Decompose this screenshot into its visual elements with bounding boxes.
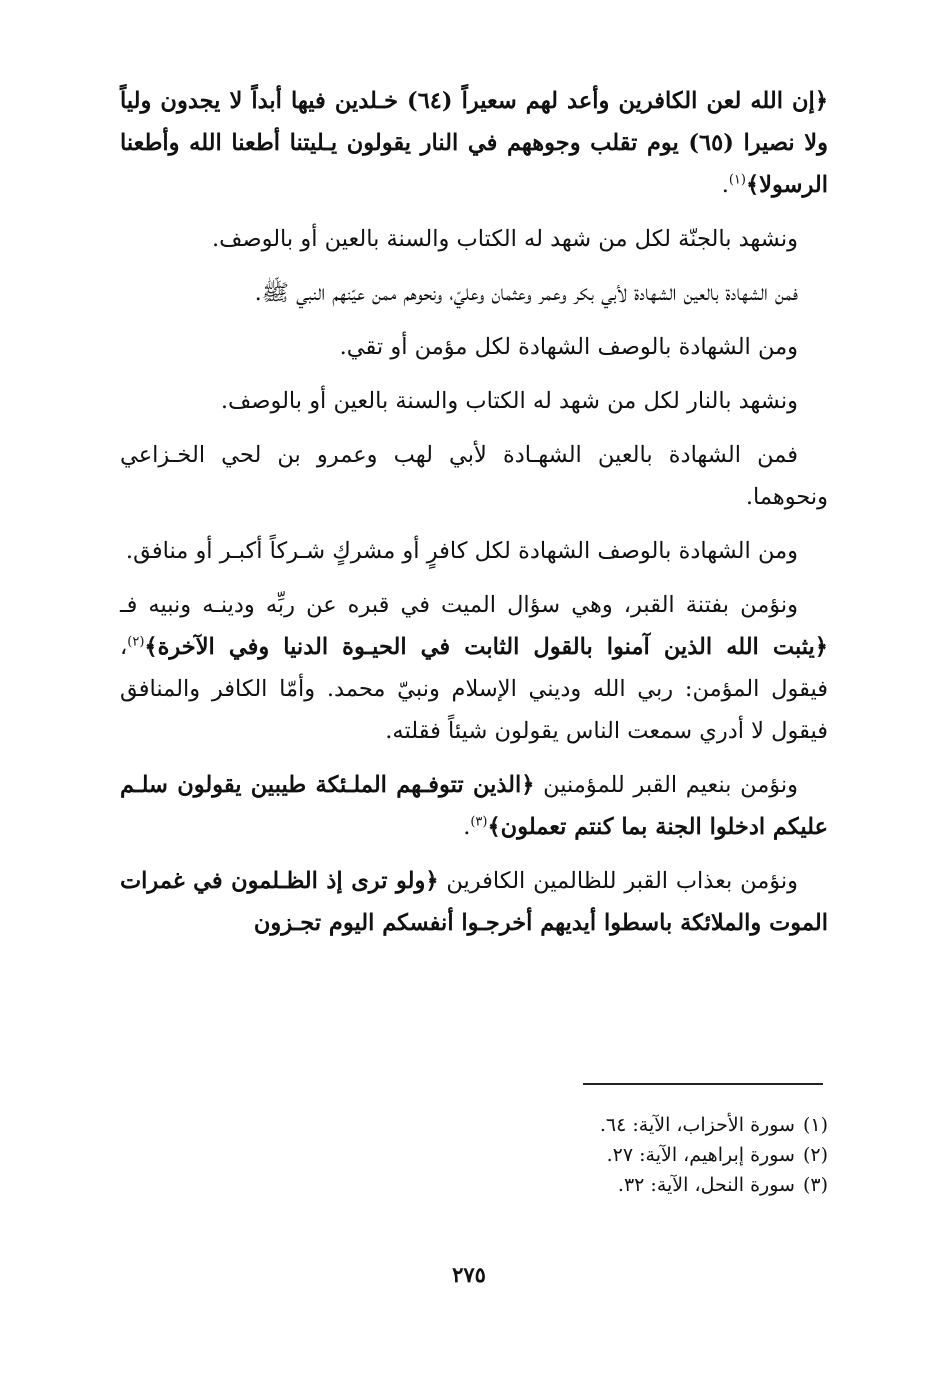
paragraph xyxy=(120,530,828,572)
footnote-text: سورة النحل، الآية: ٣٢. xyxy=(617,1174,795,1196)
paragraph xyxy=(120,272,828,314)
footnote-reference: (٣) xyxy=(470,814,488,830)
paragraph-text: ونشهد بالجنّة لكل من شهد له الكتاب والسنة بالعين أو بالوصف. xyxy=(212,226,798,252)
footnote-reference: (٢) xyxy=(127,634,145,650)
footnote-number: (١) xyxy=(802,1114,828,1136)
paragraph-text: ونشهد بالنار لكل من شهد له الكتاب والسنة بالعين أو بالوصف. xyxy=(220,388,798,414)
quran-quote: ﴿ولو ترى إذ الظـلمون في غمرات الموت والملائكة باسطوا أيديهم أخرجـوا أنفسكم اليوم تجـزون xyxy=(120,868,828,936)
paragraph xyxy=(120,326,828,368)
footnote-separator xyxy=(583,1083,823,1085)
paragraph-text: ومن الشهادة بالوصف الشهادة لكل مؤمن أو تقي. xyxy=(339,334,798,360)
paragraph-text: فمن الشهادة بالعين الشهـادة لأبي لهب وعمرو بن لحي الخـزاعي ونحوهما. xyxy=(120,442,828,510)
paragraph xyxy=(120,380,828,422)
paragraph-text: ونؤمن بفتنة القبر، وهي سؤال الميت في قبره عن ربِّه ودينـه ونبيه فـ xyxy=(120,592,798,618)
footnote-number: (٢) xyxy=(802,1144,828,1166)
paragraph-text: ونؤمن بنعيم القبر للمؤمنين xyxy=(534,772,799,798)
paragraph xyxy=(120,860,828,944)
footnotes xyxy=(120,1110,828,1200)
paragraph xyxy=(120,80,828,206)
footnote-text: سورة إبراهيم، الآية: ٢٧. xyxy=(606,1144,795,1166)
paragraph-text: ، فيقول المؤمن: ربي الله وديني الإسلام ونبيّ محمد. وأمّا الكافر والمنافق فيقول لا أدري سمعت الناس يقولون شيئاً فقلته. xyxy=(120,634,828,744)
footnote-number: (٣) xyxy=(802,1174,828,1196)
quran-quote: ﴿إن الله لعن الكافرين وأعد لهم سعيراً (٦٤) خـلدين فيها أبداً لا يجدون ولياً ولا نصيرا (٦٥) يوم تقلب وجوههم في النار يقولون يـليتنا أطعنا الله وأطعنا الرسولا﴾ xyxy=(120,88,828,198)
paragraph-text: ومن الشهادة بالوصف الشهادة لكل كافرٍ أو مشركٍ شـركاً أكبـر أو منافق. xyxy=(125,538,798,564)
paragraph-text: . xyxy=(721,172,729,198)
paragraph-text: . xyxy=(463,814,471,840)
page-number: ٢٧٥ xyxy=(452,1262,486,1287)
quran-quote: ﴿يثبت الله الذين آمنوا بالقول الثابت في الحيـوة الدنيا وفي الآخرة﴾ xyxy=(144,634,828,660)
footnote-text: سورة الأحزاب، الآية: ٦٤. xyxy=(599,1114,795,1136)
paragraph-text: ونؤمن بعذاب القبر للظالمين الكافرين xyxy=(438,868,798,894)
footnote-reference: (١) xyxy=(728,172,746,188)
paragraph xyxy=(120,764,828,848)
footnote xyxy=(120,1170,828,1200)
main-text xyxy=(120,80,828,956)
quran-quote: ﴿الذين تتوفـهم الملـئكة طيبين يقولون سلـم عليكم ادخلوا الجنة بما كنتم تعملون﴾ xyxy=(120,772,828,840)
paragraph xyxy=(120,434,828,518)
paragraph xyxy=(120,584,828,752)
footnote xyxy=(120,1140,828,1170)
paragraph xyxy=(120,218,828,260)
footnote xyxy=(120,1110,828,1140)
paragraph-text: فمن الشهادة بالعين الشهادة لأبي بكر وعمر وعثمان وعليّ، ونحوهم ممن عيّنهم النبي ﷺ. xyxy=(254,280,798,306)
